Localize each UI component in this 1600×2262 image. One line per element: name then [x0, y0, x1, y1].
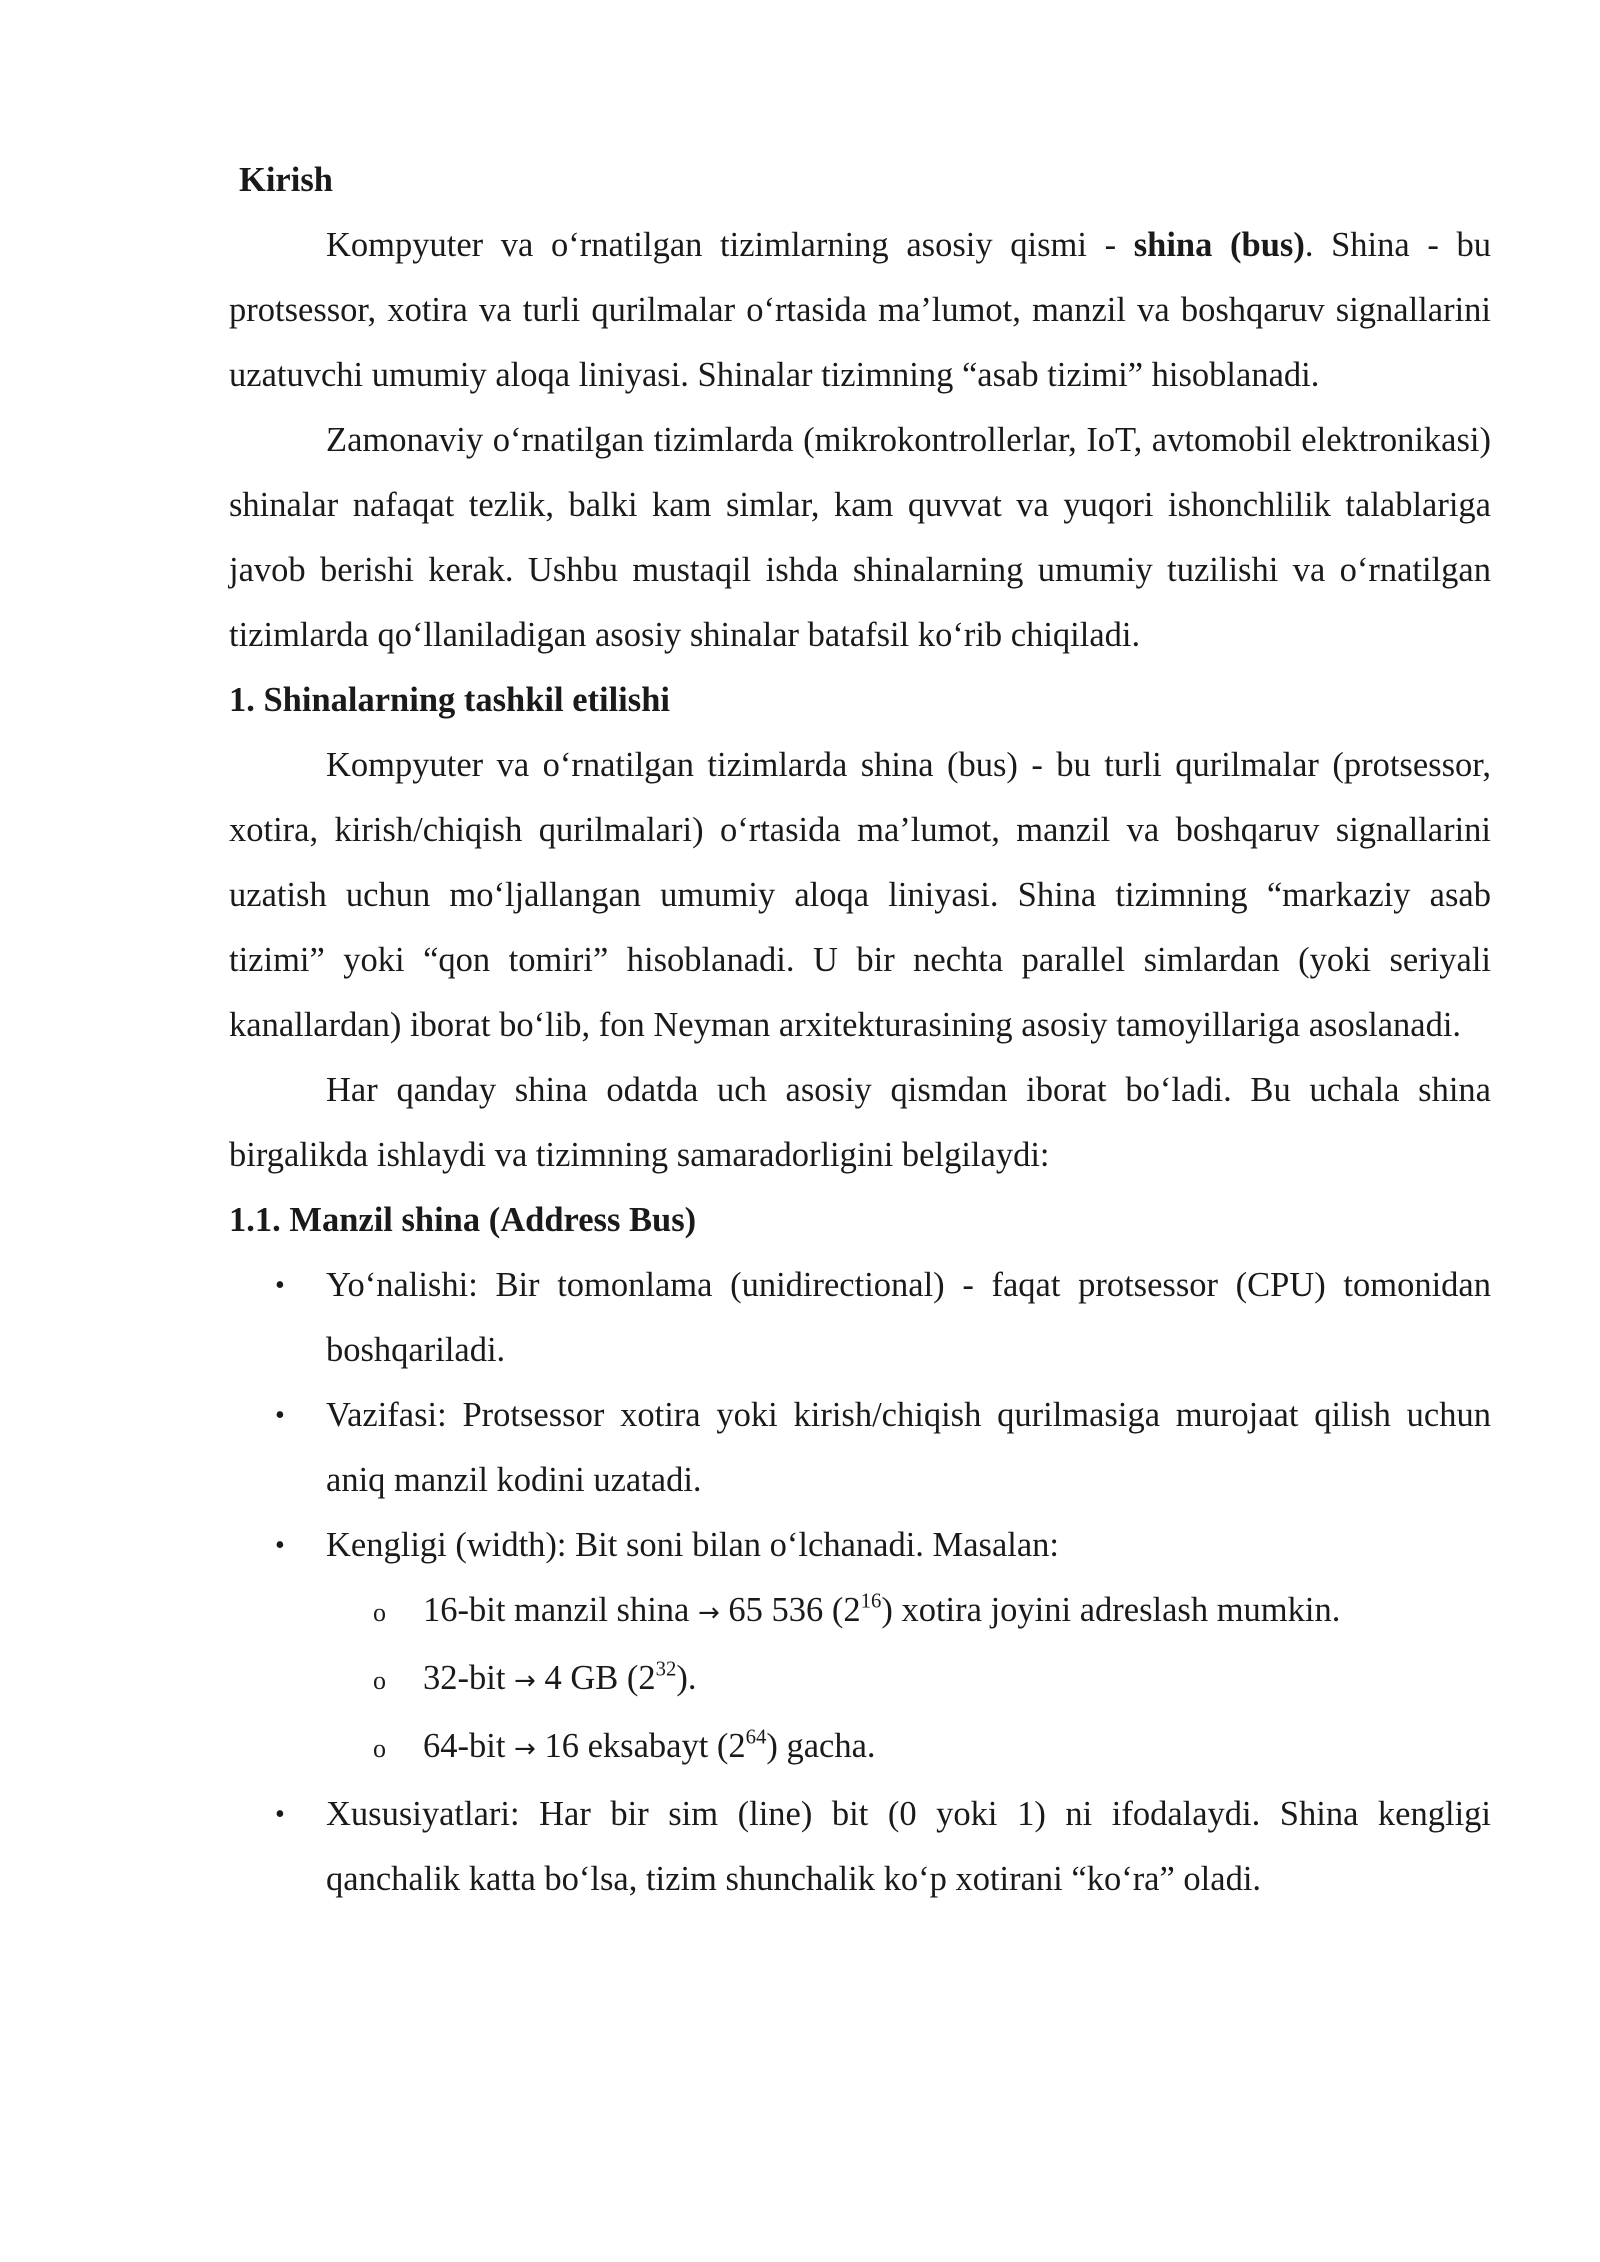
- bullet-dot-icon: •: [275, 1400, 285, 1431]
- circle-bullet-icon: o: [373, 1734, 386, 1763]
- sub-64bit-exponent: 64: [745, 1726, 767, 1749]
- sub-32bit-tail: ).: [676, 1659, 697, 1697]
- section-1-paragraph-2: Har qanday shina odatda uch asosiy qismdan iborat bo‘ladi. Bu uchala shina birgalikda ishlaydi va tizimning samaradorligini belgilaydi:: [229, 1071, 1491, 1174]
- sub-bullet-16bit: [373, 1578, 1491, 1646]
- sub-64bit-text: 64-bit: [423, 1727, 515, 1765]
- bullet-features: [275, 1782, 1491, 1912]
- arrow-right-icon: →: [514, 1734, 536, 1764]
- width-examples-list: [326, 1578, 1491, 1782]
- section-1-1-heading: 1.1. Manzil shina (Address Bus): [229, 1201, 697, 1239]
- document-page: [229, 148, 1491, 1912]
- intro-p1-bold-term: shina (bus): [1133, 226, 1305, 264]
- sub-64bit-value: 16 eksabayt (2: [535, 1727, 746, 1765]
- bullet-dot-icon: •: [275, 1270, 285, 1301]
- section-1-paragraph-1: Kompyuter va o‘rnatilgan tizimlarda shina (bus) - bu turli qurilmalar (protsessor, xotira, kirish/chiqish qurilmalari) o‘rtasida ma’lumot, manzil va boshqaruv signallarini uzatish uchun mo‘ljallangan umumiy aloqa liniyasi. Shina tizimning “markaziy asab tizimi” yoki “qon tomiri” hisoblanadi. U bir nechta parallel simlardan (yoki seriyali kanallardan) iborat bo‘lib, fon Neyman arxitekturasining asosiy tamoyillariga asoslanadi.: [229, 746, 1491, 1044]
- sub-16bit-text: 16-bit manzil shina: [423, 1591, 698, 1629]
- intro-p1-text: Kompyuter va o‘rnatilgan tizimlarning asosiy qismi -: [326, 226, 1134, 264]
- sub-bullet-32bit: [373, 1646, 1491, 1714]
- bullet-dot-icon: •: [275, 1799, 285, 1830]
- intro-paragraph-1: [229, 213, 1491, 408]
- address-bus-bullet-list: [229, 1253, 1491, 1912]
- bullet-direction-text: Yo‘nalishi: Bir tomonlama (unidirectional) - faqat protsessor (CPU) tomonidan boshqariladi.: [326, 1266, 1491, 1369]
- sub-16bit-tail: ) xotira joyini adreslash mumkin.: [881, 1591, 1341, 1629]
- bullet-features-text: Xususiyatlari: Har bir sim (line) bit (0 yoki 1) ni ifodalaydi. Shina kengligi qanchalik katta bo‘lsa, tizim shunchalik ko‘p xotirani “ko‘ra” oladi.: [326, 1795, 1491, 1898]
- section-1-heading: 1. Shinalarning tashkil etilishi: [229, 681, 670, 719]
- sub-32bit-exponent: 32: [655, 1658, 677, 1681]
- intro-paragraph-2: Zamonaviy o‘rnatilgan tizimlarda (mikrokontrollerlar, IoT, avtomobil elektronikasi) shinalar nafaqat tezlik, balki kam simlar, kam quvvat va yuqori ishonchlilik talablariga javob berishi kerak. Ushbu mustaqil ishda shinalarning umumiy tuzilishi va o‘rnatilgan tizimlarda qo‘llaniladigan asosiy shinalar batafsil ko‘rib chiqiladi.: [229, 421, 1491, 654]
- sub-32bit-value: 4 GB (2: [535, 1659, 656, 1697]
- arrow-right-icon: →: [514, 1666, 536, 1696]
- circle-bullet-icon: o: [373, 1666, 386, 1695]
- bullet-direction: [275, 1253, 1491, 1383]
- circle-bullet-icon: o: [373, 1598, 386, 1627]
- sub-16bit-exponent: 16: [860, 1590, 882, 1613]
- bullet-purpose-text: Vazifasi: Protsessor xotira yoki kirish/chiqish qurilmasiga murojaat qilish uchun aniq manzil kodini uzatadi.: [326, 1396, 1491, 1499]
- sub-bullet-64bit: [373, 1714, 1491, 1782]
- arrow-right-icon: →: [698, 1598, 720, 1628]
- bullet-dot-icon: •: [275, 1530, 285, 1561]
- bullet-width: [275, 1513, 1491, 1782]
- sub-64bit-tail: ) gacha.: [766, 1727, 876, 1765]
- sub-32bit-text: 32-bit: [423, 1659, 515, 1697]
- intro-heading: Kirish: [239, 161, 333, 199]
- bullet-purpose: [275, 1383, 1491, 1513]
- sub-16bit-value: 65 536 (2: [719, 1591, 861, 1629]
- intro-p1-text-rest: . Shina - bu protsessor, xotira va turli qurilmalar o‘rtasida ma’lumot, manzil va boshqaruv signallarini uzatuvchi umumiy aloqa liniyasi. Shinalar tizimning “asab tizimi” hisoblanadi.: [229, 226, 1491, 394]
- bullet-width-text: Kengligi (width): Bit soni bilan o‘lchanadi. Masalan:: [326, 1526, 1059, 1564]
